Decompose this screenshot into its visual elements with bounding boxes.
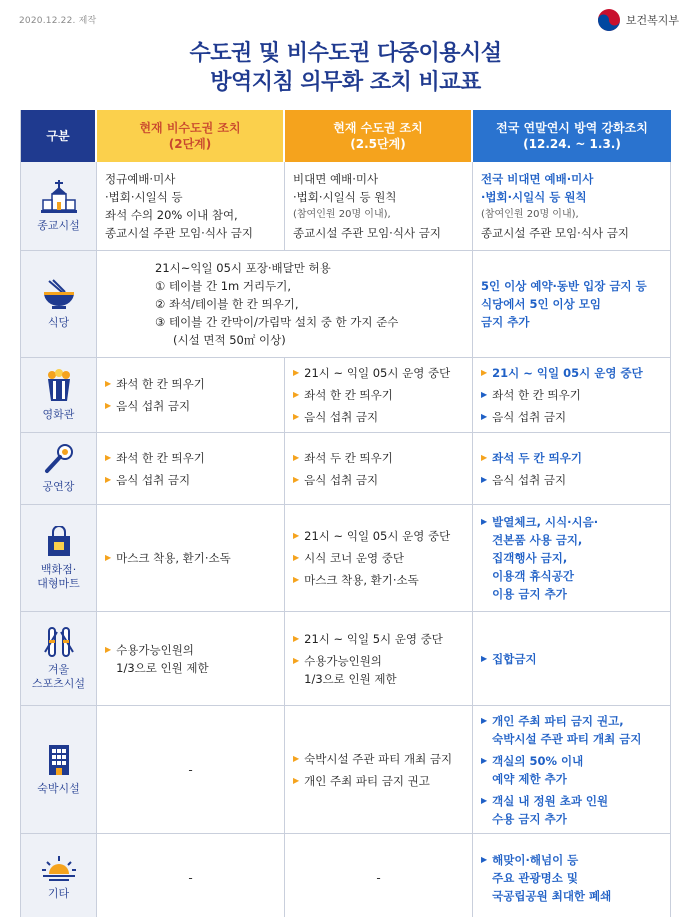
- religion-capital: 비대면 예배·미사 ·법회·시일식 등 원칙 (참여인원 20명 이내), 종교시설 주관 모임·식사 금지: [285, 162, 473, 251]
- page-title-line2: 방역지침 의무화 조치 비교표: [210, 70, 481, 95]
- row-label-winter-sports: 겨울 스포츠시설: [21, 612, 97, 706]
- religion-nationwide: 전국 비대면 예배·미사 ·법회·시일식 등 원칙 (참여인원 20명 이내), 종교시설 주관 모임·식사 금지: [473, 162, 671, 251]
- etc-non-capital: -: [97, 834, 285, 917]
- page-title-line1: 수도권 및 비수도권 다중이용시설: [189, 41, 502, 66]
- ski-nationwide: ▶ 집합금지: [473, 612, 671, 706]
- ministry-name: 보건복지부: [625, 14, 679, 27]
- header-category: 구분: [21, 110, 97, 162]
- ski-icon: [43, 626, 75, 658]
- row-label-department-store: 백화점· 대형마트: [21, 505, 97, 612]
- creation-date: 2020.12.22. 제작: [19, 16, 97, 26]
- shopping-bag-icon: [43, 526, 75, 558]
- row-label-religion: 종교시설: [21, 162, 97, 251]
- restaurant-non-capital-and-capital: 21시~익일 05시 포장·배달만 허용 ① 테이블 간 1m 거리두기, ② 좌석/테이블 한 칸 띄우기, ③ 테이블 간 칸막이/가림막 설치 중 한 가지 준수 (시설 면적 50㎡ 이상): [97, 251, 473, 358]
- ski-capital: ▶ 21시 ~ 익일 5시 운영 중단 ▶ 수용가능인원의 1/3으로 인원 제한: [285, 612, 473, 706]
- lodging-capital: ▶ 숙박시설 주관 파티 개최 금지 ▶ 개인 주최 파티 금지 권고: [285, 706, 473, 834]
- row-label-lodging: 숙박시설: [21, 706, 97, 834]
- store-non-capital: ▶ 마스크 착용, 환기·소독: [97, 505, 285, 612]
- etc-nationwide: ▶ 해맞이·해넘이 등 주요 관광명소 및 국공립공원 최대한 폐쇄: [473, 834, 671, 917]
- row-label-theater: 공연장: [21, 433, 97, 505]
- etc-capital: -: [285, 834, 473, 917]
- row-label-restaurant: 식당: [21, 251, 97, 358]
- header-nationwide: 전국 연말연시 방역 강화조치 (12.24. ~ 1.3.): [473, 110, 671, 162]
- store-nationwide: ▶ 발열체크, 시식·시음· 견본품 사용 금지, 집객행사 금지, 이용객 휴식공간 이용 금지 추가: [473, 505, 671, 612]
- church-icon: [41, 180, 77, 214]
- sunrise-icon: [41, 854, 77, 882]
- theater-capital: ▶ 좌석 두 칸 띄우기 ▶ 음식 섭취 금지: [285, 433, 473, 505]
- theater-nationwide: ▶ 좌석 두 칸 띄우기 ▶ 음식 섭취 금지: [473, 433, 671, 505]
- lodging-nationwide: ▶ 개인 주최 파티 금지 권고, 숙박시설 주관 파티 개최 금지 ▶ 객실의 50% 이내 예약 제한 추가 ▶ 객실 내 정원 초과 인원 수용 금지 추가: [473, 706, 671, 834]
- cinema-nationwide: ▶ 21시 ~ 익일 05시 운영 중단 ▶ 좌석 한 칸 띄우기 ▶ 음식 섭취 금지: [473, 358, 671, 433]
- lodging-non-capital: -: [97, 706, 285, 834]
- comparison-table: [20, 110, 670, 917]
- hotel-building-icon: [43, 743, 75, 777]
- religion-non-capital: 정규예배·미사 ·법회·시일식 등 좌석 수의 20% 이내 참여, 종교시설 주관 모임·식사 금지: [97, 162, 285, 251]
- cinema-capital: ▶ 21시 ~ 익일 05시 운영 중단 ▶ 좌석 한 칸 띄우기 ▶ 음식 섭취 금지: [285, 358, 473, 433]
- noodle-bowl-icon: [41, 279, 77, 311]
- row-label-etc: 기타: [21, 834, 97, 917]
- ministry-logo: [597, 8, 679, 32]
- theater-non-capital: ▶ 좌석 한 칸 띄우기 ▶ 음식 섭취 금지: [97, 433, 285, 505]
- cinema-non-capital: ▶ 좌석 한 칸 띄우기 ▶ 음식 섭취 금지: [97, 358, 285, 433]
- taegeuk-icon: [597, 8, 621, 32]
- popcorn-icon: [43, 369, 75, 403]
- microphone-icon: [43, 443, 75, 475]
- header-capital: 현재 수도권 조치 (2.5단계): [285, 110, 473, 162]
- store-capital: ▶ 21시 ~ 익일 05시 운영 중단 ▶ 시식 코너 운영 중단 ▶ 마스크 착용, 환기·소독: [285, 505, 473, 612]
- ski-non-capital: ▶ 수용가능인원의 1/3으로 인원 제한: [97, 612, 285, 706]
- restaurant-nationwide: 5인 이상 예약·동반 입장 금지 등 식당에서 5인 이상 모임 금지 추가: [473, 251, 671, 358]
- row-label-cinema: 영화관: [21, 358, 97, 433]
- header-non-capital: 현재 비수도권 조치 (2단계): [97, 110, 285, 162]
